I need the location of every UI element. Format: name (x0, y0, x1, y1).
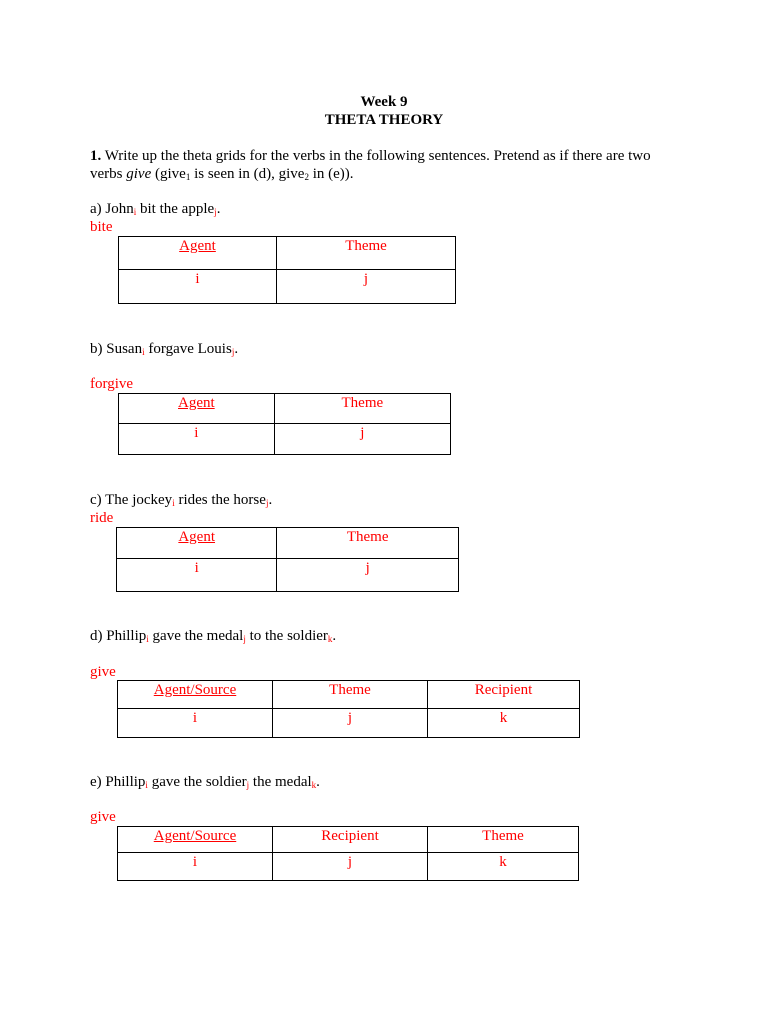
grid-index-cell: j (277, 559, 459, 592)
page-title: THETA THEORY (324, 112, 444, 128)
grid-header-cell: Recipient (428, 681, 580, 709)
grid-index-cell: j (273, 853, 428, 881)
theta-grid-e (117, 826, 579, 881)
grid-index-cell: i (119, 270, 277, 304)
verb-label-c: ride (90, 510, 114, 526)
grid-index-cell: k (428, 709, 580, 738)
grid-index-cell: i (118, 853, 273, 881)
grid-index-cell: i (119, 424, 275, 455)
grid-index-cell: k (428, 853, 579, 881)
grid-header-cell: Theme (428, 827, 579, 853)
theta-grid-c (116, 527, 459, 592)
week-heading: Week 9 (360, 94, 408, 110)
verb-label-b: forgive (90, 376, 134, 392)
grid-header-cell: Theme (273, 681, 428, 709)
grid-index-cell: i (117, 559, 277, 592)
grid-index-cell: j (274, 424, 450, 455)
grid-index-cell: j (273, 709, 428, 738)
grid-header-cell: Agent (117, 528, 277, 559)
sentence-d: d) Phillip$_i$ gave the medal$_j$ to the soldier$_k$. (90, 628, 337, 644)
question-intro: 1. Write up the theta grids for the verbs in the following sentences. Pretend as if there are two verbs give (give$_1$ is seen in (d), give$_2$ in (e)). (90, 148, 651, 182)
grid-index-cell: i (118, 709, 273, 738)
sentence-a: a) John$_i$ bit the apple$_j$. (90, 201, 221, 217)
theta-grid-d (117, 680, 580, 738)
theta-grid-b (118, 393, 451, 455)
sentence-b: b) Susan$_i$ forgave Louis$_j$. (90, 341, 239, 357)
grid-header-cell: Agent/Source (118, 827, 273, 853)
grid-header-cell: Agent (119, 237, 277, 270)
verb-label-e: give (90, 809, 116, 825)
grid-header-cell: Recipient (273, 827, 428, 853)
sentence-c: c) The jockey$_i$ rides the horse$_j$. (90, 492, 273, 508)
grid-header-cell: Agent (119, 394, 275, 424)
verb-label-d: give (90, 664, 116, 680)
grid-header-cell: Agent/Source (118, 681, 273, 709)
grid-header-cell: Theme (274, 394, 450, 424)
sentence-e: e) Phillip$_i$ gave the soldier$_j$ the medal$_k$. (90, 774, 320, 790)
grid-header-cell: Theme (277, 237, 456, 270)
grid-header-cell: Theme (277, 528, 459, 559)
verb-label-a: bite (90, 219, 113, 235)
question-number: 1. (90, 148, 102, 164)
theta-grid-a (118, 236, 456, 304)
grid-index-cell: j (277, 270, 456, 304)
